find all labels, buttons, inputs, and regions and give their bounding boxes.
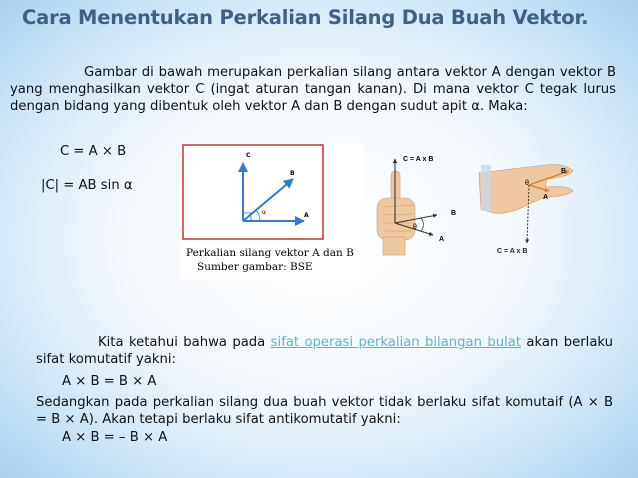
right-label-b: B [561,168,567,175]
label-alpha: α [262,209,266,216]
vector-diagram-svg [180,143,364,280]
left-label-c: C = A x B [403,156,434,163]
anticommutative-paragraph: Sedangkan pada perkalian silang dua buah vektor tidak berlaku sifat komutaif (A × B = B × A). Akan tetapi berlaku sifat antikomutatif yakni: [36,395,613,428]
label-c: C [246,152,251,159]
right-label-c: C = A x B [497,248,528,255]
integer-operation-link[interactable]: sifat operasi perkalian bilangan bulat [270,335,522,350]
label-a: A [304,212,309,219]
figure-right-hand-rule [369,143,581,261]
intro-paragraph [10,64,616,116]
left-label-theta: θ [413,224,417,231]
label-b: B [290,170,295,177]
formula-anticommutative: A × B = – B × A [62,430,168,445]
slide-title: Cara Menentukan Perkalian Silang Dua Buah Vektor. [22,6,589,29]
figure-frame [183,145,323,239]
para2-after: akan berlaku sifat komutatif yakni: [36,335,613,368]
para2-before: Kita ketahui bahwa pada [98,335,266,350]
right-label-a: A [543,194,549,201]
fist-hand [377,171,415,255]
caption-line-2: Sumber gambar: BSE [197,261,313,273]
right-label-theta: θ [525,180,529,187]
formula-cross-product: C = A × B [60,144,127,159]
open-hand [479,165,573,214]
formula-magnitude: |C| = AB sin α [41,178,133,193]
figure-vector-diagram [180,143,364,280]
right-hand-rule-svg [369,143,581,261]
left-label-a: A [439,236,445,243]
intro-text: Gambar di bawah merupakan perkalian silang antara vektor A dengan vektor B yang menghasilkan vektor C (ingat aturan tangan kanan). Di mana vektor C tegak lurus dengan bidang yang dibentuk oleh vektor A dan B dengan sudut apit α. Maka: [10,65,616,115]
left-label-b: B [451,210,457,217]
formula-commutative: A × B = B × A [62,374,157,389]
caption-line-1: Perkalian silang vektor A dan B [186,247,354,259]
commutative-paragraph [36,334,613,368]
